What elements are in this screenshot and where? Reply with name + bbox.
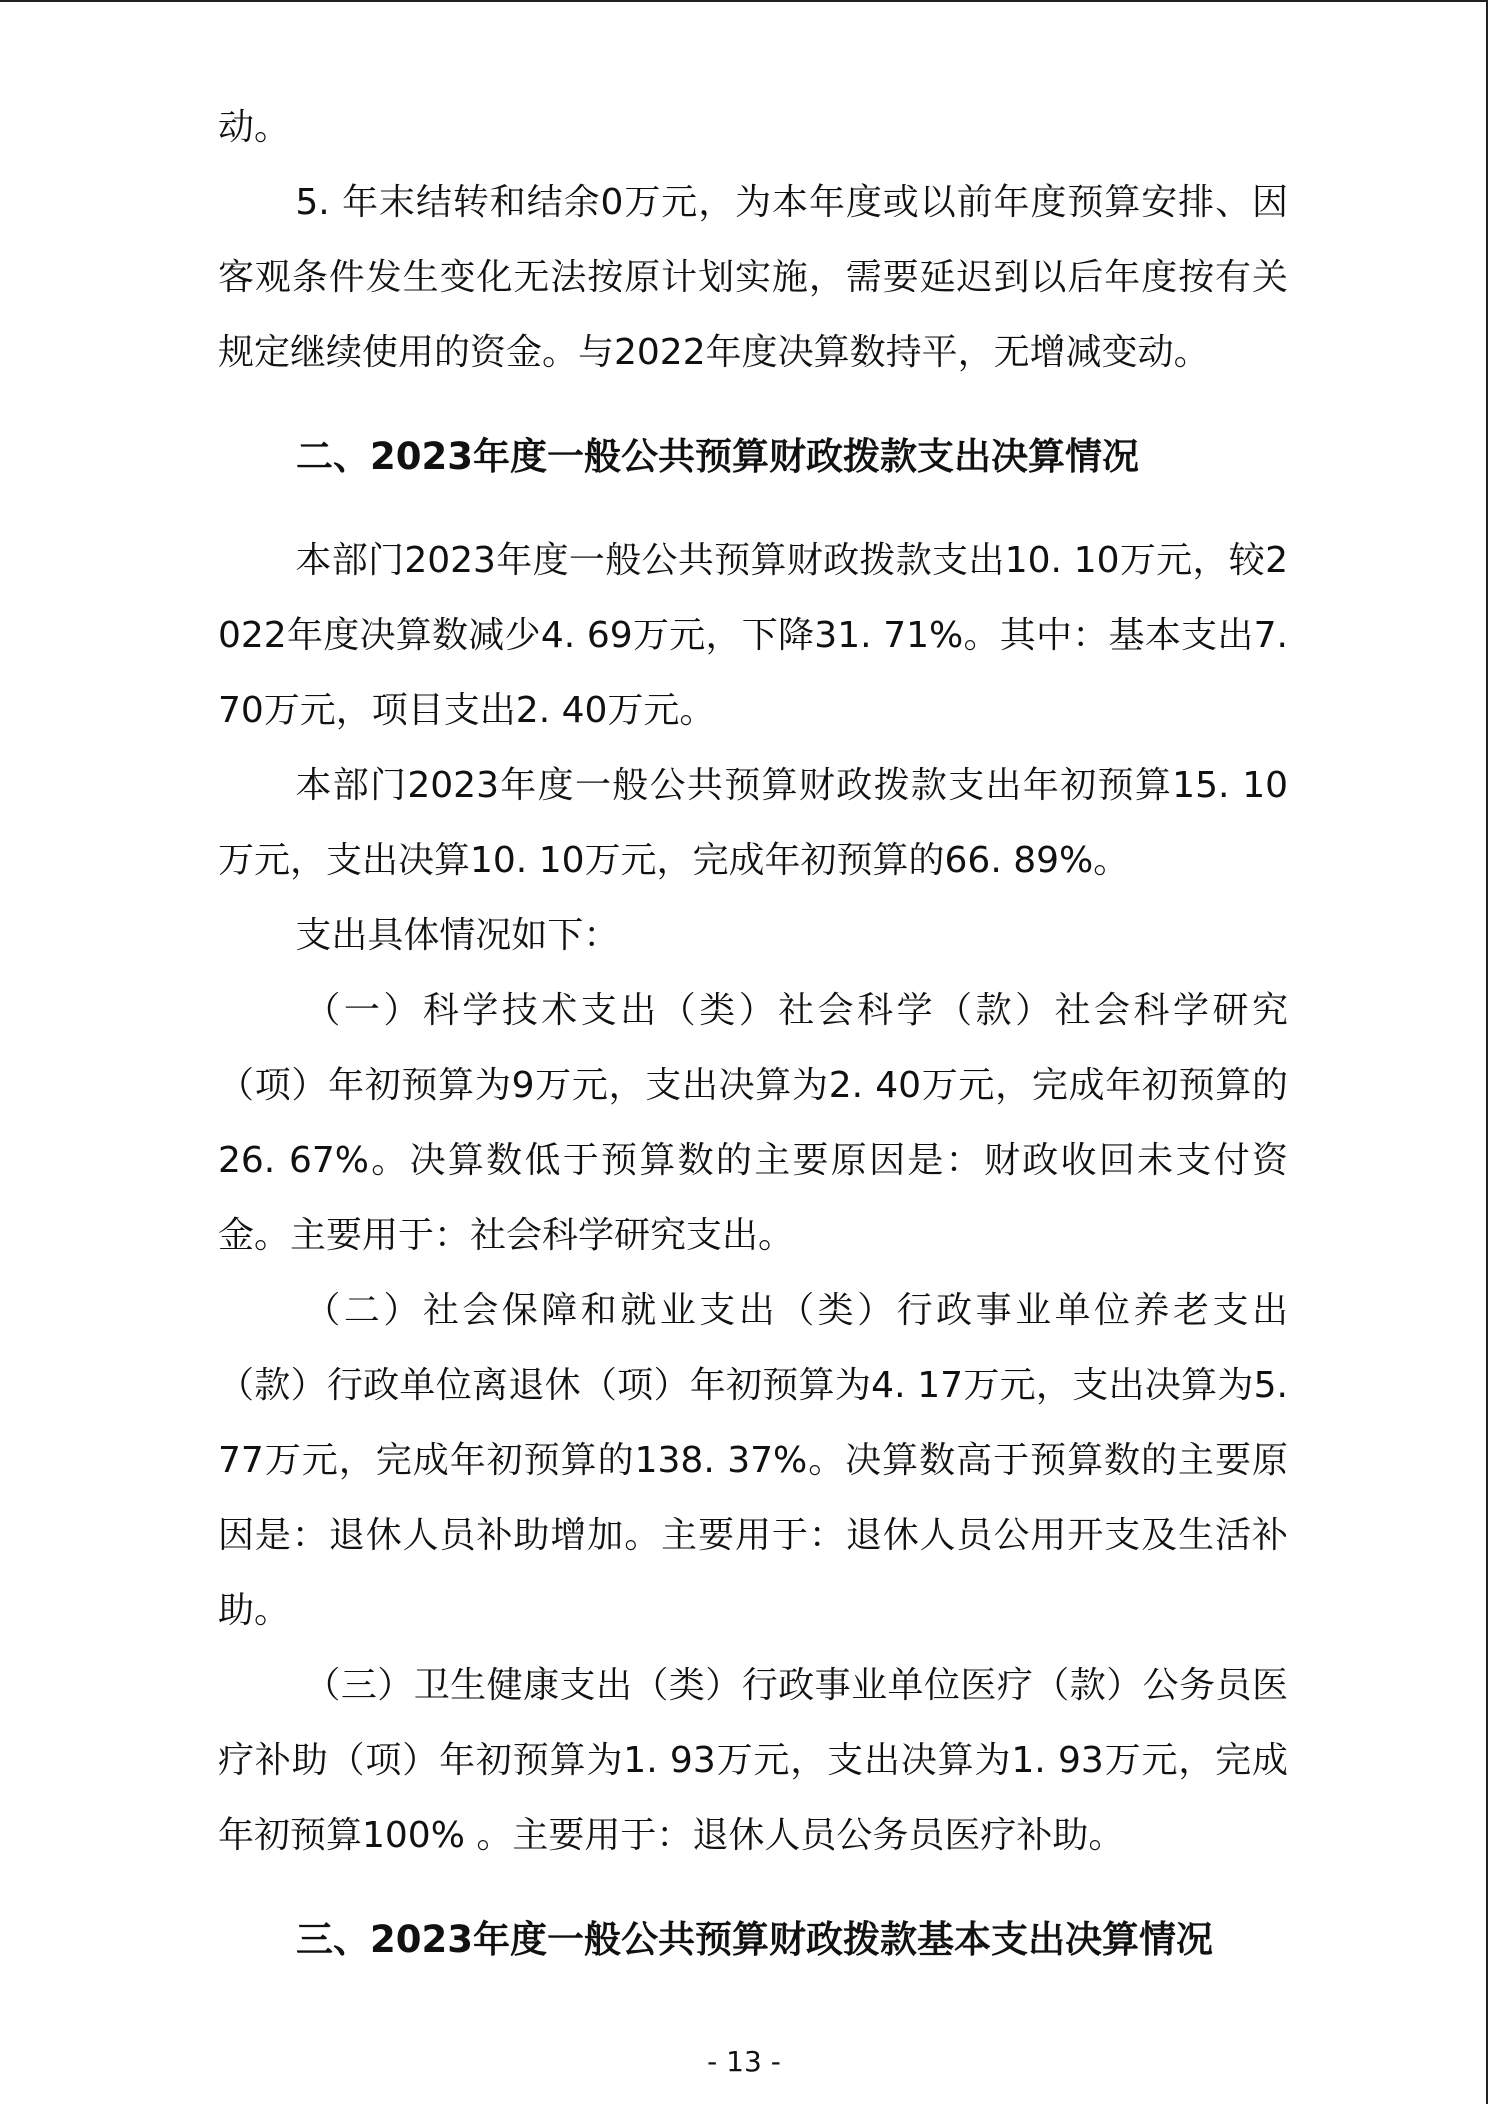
section-heading-3: 三、2023年度一般公共预算财政拨款基本支出决算情况	[296, 1918, 1213, 1961]
paragraph-continuation: 动。	[218, 107, 291, 148]
paragraph-budget-completion: 本部门2023年度一般公共预算财政拨款支出年初预算15. 10万元，支出决算10. 10万元，完成年初预算的66. 89%。	[218, 765, 1288, 881]
paragraph-expenditure-total: 本部门2023年度一般公共预算财政拨款支出10. 10万元，较2022年度决算数减少4. 69万元，下降31. 71%。其中：基本支出7. 70万元，项目支出2. 40万元。	[218, 540, 1288, 731]
document-body	[218, 90, 1288, 1977]
paragraph-item-science: （一）科学技术支出（类）社会科学（款）社会科学研究（项）年初预算为9万元，支出决算为2. 40万元，完成年初预算的26. 67%。决算数低于预算数的主要原因是：财政收回未支付资金。主要用于：社会科学研究支出。	[218, 990, 1288, 1256]
paragraph-year-end-balance: 5. 年末结转和结余0万元，为本年度或以前年度预算安排、因客观条件发生变化无法按原计划实施，需要延迟到以后年度按有关规定继续使用的资金。与2022年度决算数持平，无增减变动。	[218, 182, 1288, 373]
paragraph-item-health: （三）卫生健康支出（类）行政事业单位医疗（款）公务员医疗补助（项）年初预算为1. 93万元，支出决算为1. 93万元，完成年初预算100% 。主要用于：退休人员公务员医疗补助。	[218, 1665, 1288, 1856]
top-border	[0, 0, 1488, 2]
paragraph-details-intro: 支出具体情况如下：	[295, 915, 620, 956]
paragraph-item-social-security: （二）社会保障和就业支出（类）行政事业单位养老支出（款）行政单位离退休（项）年初预算为4. 17万元，支出决算为5. 77万元，完成年初预算的138. 37%。决算数高于预算数的主要原因是：退休人员补助增加。主要用于：退休人员公用开支及生活补助。	[218, 1290, 1288, 1631]
section-heading-2: 二、2023年度一般公共预算财政拨款支出决算情况	[296, 435, 1139, 478]
page-number: - 13 -	[707, 2045, 781, 2078]
